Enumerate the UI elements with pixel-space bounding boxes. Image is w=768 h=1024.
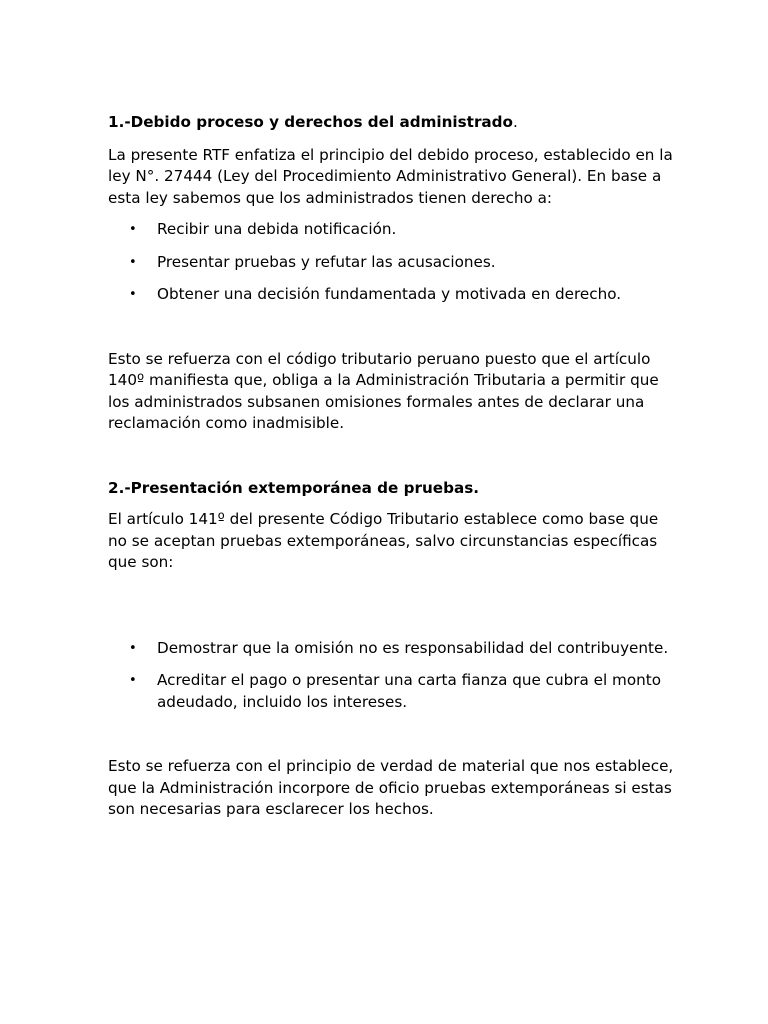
list-item — [108, 670, 678, 713]
section2-intro: El artículo 141º del presente Código Tributario establece como base que no se aceptan pruebas extemporáneas, salvo circunstancias específicas que son: — [108, 510, 659, 571]
list-item — [108, 284, 678, 306]
bullet-icon: • — [129, 287, 137, 302]
list-item-text: Acreditar el pago o presentar una carta fianza que cubra el monto adeudado, incluido los intereses. — [157, 671, 662, 711]
section1-heading — [108, 112, 678, 134]
section2-closing: Esto se refuerza con el principio de verdad de material que nos establece, que la Administración incorpore de oficio pruebas extemporáneas si estas son necesarias para esclarecer los hechos. — [108, 757, 674, 818]
bullet-icon: • — [129, 222, 137, 237]
section1-bullet-list — [108, 219, 678, 306]
section1-intro: La presente RTF enfatiza el principio del debido proceso, establecido en la ley N°. 27444 (Ley del Procedimiento Administrativo General). En base a esta ley sabemos que los administrados tienen derecho a: — [108, 145, 673, 207]
section2-bullet-list — [108, 638, 678, 714]
section2-heading: 2.-Presentación extemporánea de pruebas. — [108, 478, 480, 497]
list-item — [108, 252, 678, 274]
list-item-text: Recibir una debida notificación. — [157, 220, 397, 238]
section1-closing: Esto se refuerza con el código tributario peruano puesto que el artículo 140º manifiesta que, obliga a la Administración Tributaria a permitir que los administrados subsanen omisiones formales antes de declarar una reclamación como inadmisible. — [108, 349, 659, 432]
list-item-text: Obtener una decisión fundamentada y motivada en derecho. — [157, 285, 622, 303]
bullet-icon: • — [129, 673, 137, 688]
bullet-icon: • — [129, 254, 137, 270]
document-page — [108, 112, 678, 821]
bullet-icon: • — [129, 640, 137, 656]
section1-heading-suffix: . — [512, 113, 518, 131]
list-item — [108, 219, 678, 241]
list-item — [108, 638, 678, 660]
list-item-text: Demostrar que la omisión no es responsabilidad del contribuyente. — [157, 638, 669, 657]
section1-heading-text: 1.-Debido proceso y derechos del administrado — [108, 113, 513, 131]
list-item-text: Presentar pruebas y refutar las acusaciones. — [157, 252, 496, 271]
